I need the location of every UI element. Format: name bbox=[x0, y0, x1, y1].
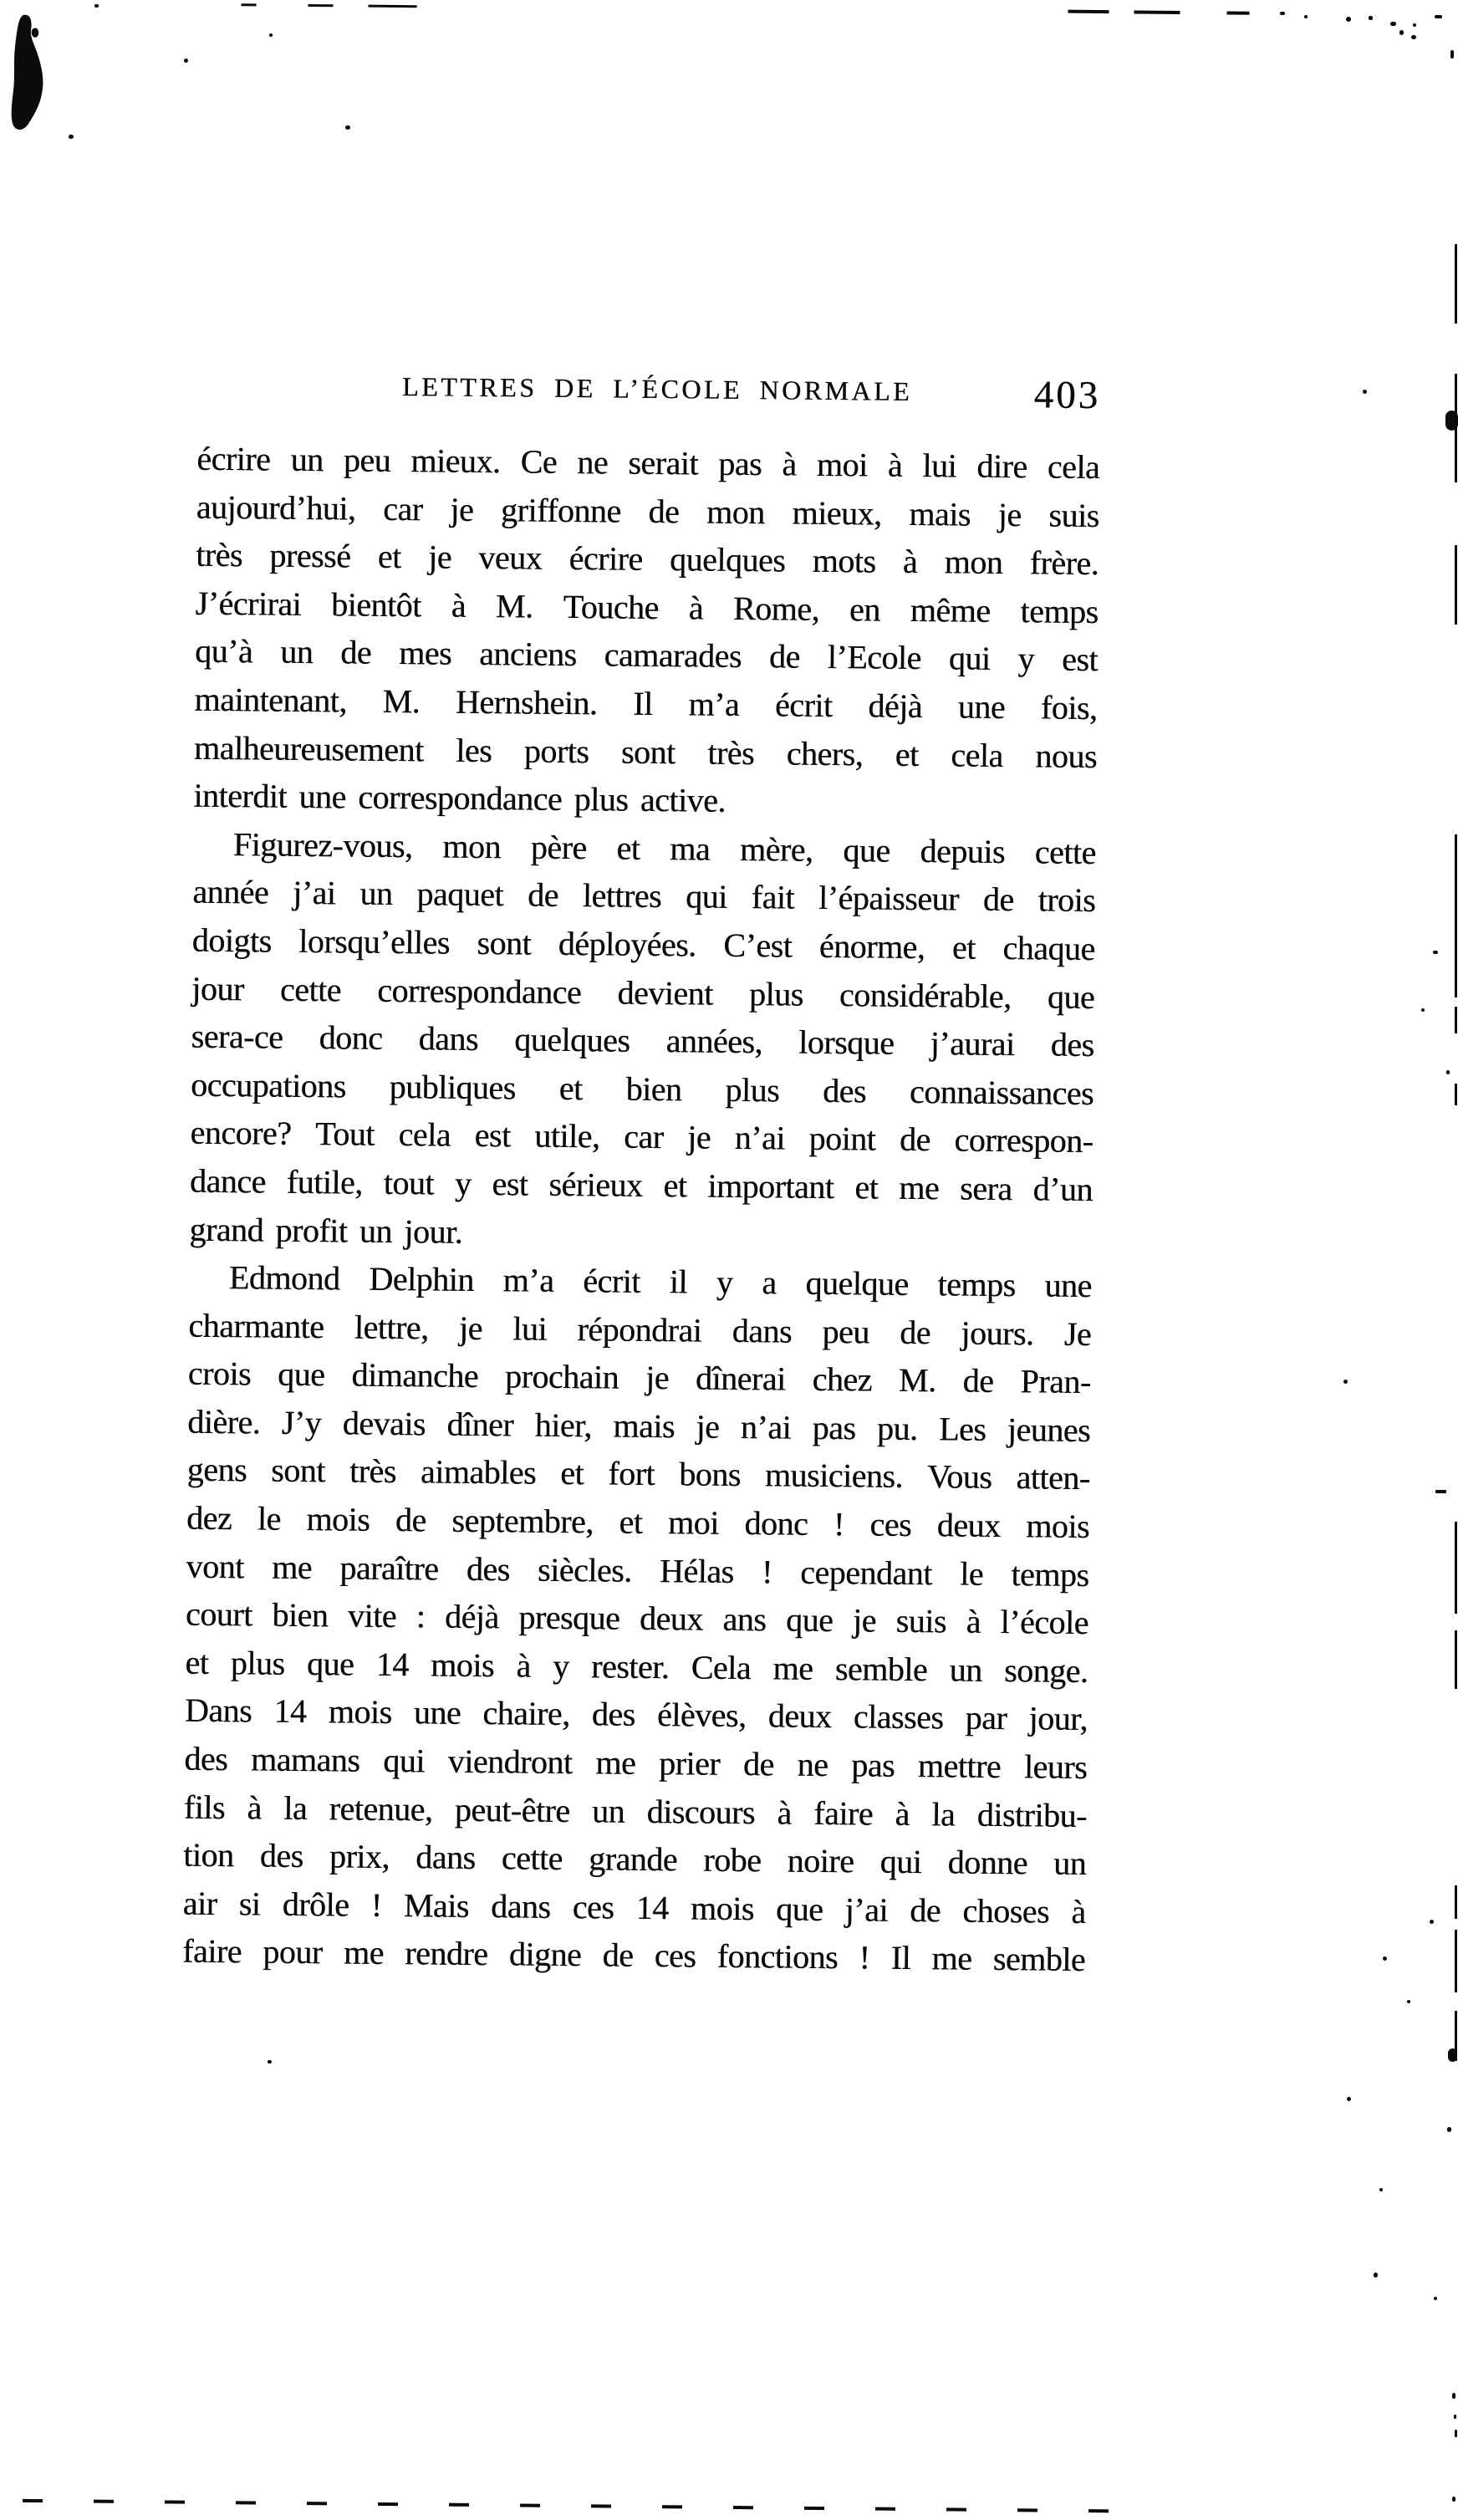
top-edge-dash bbox=[369, 5, 417, 8]
text-line: vont me paraître des siècles. Hélas ! cependant le temps bbox=[186, 1547, 1089, 1594]
speck bbox=[269, 33, 273, 37]
top-edge-dash bbox=[308, 4, 334, 7]
speck bbox=[1369, 16, 1373, 20]
text-line: dière. J’y devais dîner hier, mais je n’ai pas pu. Les jeunes bbox=[187, 1402, 1091, 1449]
speck bbox=[1343, 1380, 1348, 1384]
speck bbox=[1383, 1956, 1387, 1961]
speck bbox=[1455, 2430, 1457, 2437]
speck bbox=[1411, 35, 1416, 39]
edge-line bbox=[1455, 1084, 1457, 1105]
speck bbox=[1347, 2097, 1351, 2101]
text-line: aujourd’hui, car je griffonne de mon mieux, mais je suis bbox=[196, 487, 1099, 534]
text-line: charmante lettre, je lui répondrai dans peu de jours. Je bbox=[188, 1306, 1092, 1353]
text-line: année j’ai un paquet de lettres qui fait l’épaisseur de trois bbox=[192, 873, 1096, 920]
text-line: encore? Tout cela est utile, car je n’ai point de correspon- bbox=[190, 1113, 1094, 1161]
speck bbox=[94, 4, 99, 8]
edge-line bbox=[1455, 1007, 1457, 1033]
speck bbox=[1399, 30, 1404, 35]
top-edge-dash bbox=[242, 3, 257, 6]
text-line: écrire un peu mieux. Ce ne serait pas à moi à lui dire cela bbox=[196, 439, 1100, 487]
speck bbox=[1433, 951, 1438, 954]
text-line: Edmond Delphin m’a écrit il y a quelque temps une bbox=[228, 1258, 1092, 1305]
text-line: occupations publiques et bien plus des connaissances bbox=[190, 1065, 1094, 1112]
text-line: Figurez-vous, mon père et ma mère, que depuis cette bbox=[232, 824, 1097, 871]
skewed-scan-artifacts bbox=[1, 0, 1458, 13]
text-line: dez le mois de septembre, et moi donc ! ces deux mois bbox=[186, 1498, 1090, 1546]
edge-line bbox=[1455, 1522, 1457, 1614]
running-header-title: LETTRES DE L’ÉCOLE NORMALE bbox=[401, 371, 913, 406]
letter-body-text bbox=[182, 435, 1100, 1984]
text-line: air si drôle ! Mais dans ces 14 mois que j’ai de choses à bbox=[182, 1884, 1086, 1931]
speck bbox=[1434, 2297, 1437, 2300]
top-edge-dash bbox=[1134, 10, 1180, 14]
text-line: et plus que 14 mois à y rester. Cela me semble un songe. bbox=[185, 1643, 1088, 1690]
speck bbox=[1446, 1070, 1450, 1074]
speck bbox=[184, 59, 188, 63]
text-line: qu’à un de mes anciens camarades de l’Ecole qui y est bbox=[194, 632, 1099, 679]
top-edge-dash bbox=[1068, 10, 1109, 13]
speck bbox=[1452, 2497, 1455, 2502]
speck bbox=[1421, 1008, 1425, 1012]
speck bbox=[268, 2060, 272, 2063]
speck bbox=[1454, 2415, 1456, 2419]
edge-blob bbox=[1445, 411, 1458, 431]
text-line: dance futile, tout y est sérieux et important et me sera d’un bbox=[189, 1161, 1094, 1208]
text-line: interdit une correspondance plus active. bbox=[193, 776, 726, 819]
speck bbox=[1304, 15, 1308, 18]
text-line: doigts lorsqu’elles sont déployées. C’est énorme, et chaque bbox=[191, 921, 1095, 967]
text-line: tion des prix, dans cette grande robe noire qui donne un bbox=[183, 1835, 1087, 1883]
text-line: gens sont très aimables et fort bons musiciens. Vous atten- bbox=[186, 1451, 1090, 1497]
text-line: des mamans qui viendront me prier de ne pas mettre leurs bbox=[184, 1739, 1088, 1787]
text-line: court bien vite : déjà presque deux ans que je suis à l’école bbox=[185, 1594, 1089, 1642]
text-line: crois que dimanche prochain je dînerai chez M. de Pran- bbox=[187, 1354, 1091, 1401]
speck bbox=[1374, 2273, 1378, 2278]
text-line: fils à la retenue, peut-être un discours à faire à la distribu- bbox=[183, 1788, 1088, 1834]
text-line: sera-ce donc dans quelques années, lorsque j’aurai des bbox=[191, 1017, 1094, 1064]
top-edge-dash bbox=[1226, 12, 1249, 15]
bottom-page-edge-dashes bbox=[23, 2499, 1147, 2513]
text-line: J’écrirai bientôt à M. Touche à Rome, en même temps bbox=[195, 584, 1099, 630]
speck bbox=[1379, 2188, 1383, 2191]
page-header bbox=[197, 370, 1101, 428]
text-line: très pressé et je veux écrire quelques mots à mon frère. bbox=[196, 535, 1099, 583]
text-line: faire pour me rendre digne de ces fonctions ! Il me semble bbox=[181, 1932, 1086, 1979]
edge-line bbox=[1455, 1930, 1457, 1992]
speck bbox=[1413, 23, 1416, 27]
speck bbox=[1390, 22, 1396, 26]
speck bbox=[345, 125, 350, 130]
edge-line bbox=[1455, 1630, 1457, 1689]
text-line: maintenant, M. Hernshein. Il m’a écrit déjà une fois, bbox=[194, 680, 1098, 727]
speck bbox=[1407, 2000, 1410, 2003]
speck bbox=[1452, 2393, 1455, 2399]
edge-line bbox=[1455, 1885, 1457, 1919]
speck bbox=[1450, 50, 1454, 59]
edge-blob bbox=[1448, 2048, 1457, 2062]
speck bbox=[1346, 17, 1351, 22]
page-number: 403 bbox=[1033, 373, 1101, 418]
edge-line bbox=[1455, 834, 1457, 997]
margin-dash bbox=[1435, 1490, 1446, 1493]
speck bbox=[1363, 390, 1367, 394]
speck bbox=[69, 135, 74, 139]
text-line: malheureusement les ports sont très chers, et cela nous bbox=[193, 728, 1098, 775]
edge-line bbox=[1455, 545, 1457, 625]
speck bbox=[1435, 15, 1442, 18]
speck bbox=[1447, 2127, 1451, 2132]
edge-line bbox=[1455, 244, 1457, 324]
text-line: grand profit un jour. bbox=[189, 1210, 463, 1251]
ink-blot bbox=[5, 13, 48, 137]
text-line: Dans 14 mois une chaire, des élèves, deux classes par jour, bbox=[184, 1691, 1088, 1738]
speck bbox=[1280, 12, 1285, 15]
speck bbox=[1430, 1920, 1434, 1924]
text-line: jour cette correspondance devient plus considérable, que bbox=[191, 969, 1095, 1016]
